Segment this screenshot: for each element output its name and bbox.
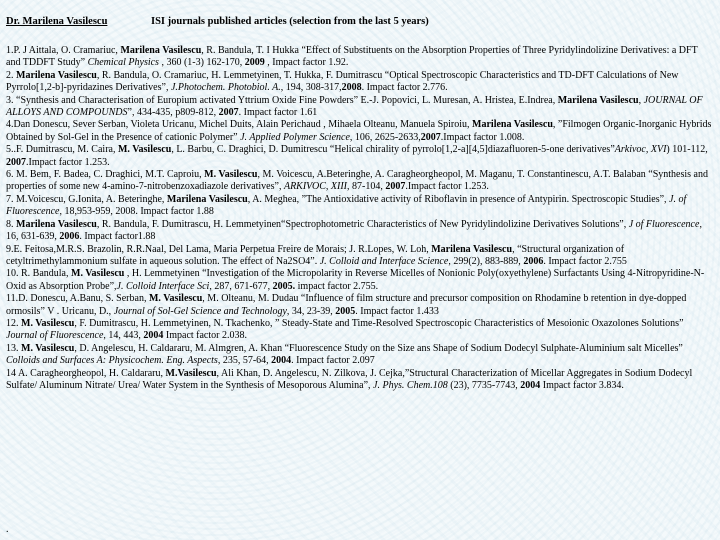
journal-name: J. Colloid and Interface Science <box>319 255 449 267</box>
entry-text: , M. Voicescu, A.Beteringhe, A. Caragheorgheopol, M. Maganu, T. Constantinescu, A.T. Balaban “Synthesis and properties of some new 4-amino-7-nitrobenzoxadiazole derivatives”, <box>6 169 708 193</box>
entry-text: , H. Lemmetyinen “Investigation of the Micropolarity in Reverse Micelles of Nonionic Poly(oxyethylene) Surfactants Using 4-Nitropyridine-N-Oxid as Absorption Probe”, <box>6 268 705 292</box>
header <box>6 15 714 29</box>
bold-text: 2007 <box>385 181 406 193</box>
entry-text: 13. <box>6 342 21 354</box>
entry-text: , 34, 23-39, <box>286 305 336 317</box>
bold-text: M. Vasilescu <box>148 293 203 305</box>
entry-text: 4.Dan Donescu, Sever Serban, Violeta Uricanu, Michel Duits, Alain Perichaud , Mihaela Olteanu, Manuela Spiroiu, <box>6 119 473 131</box>
entry-text: , 14, 443, <box>103 330 144 342</box>
entry-text: 10. R. Bandula, <box>6 268 71 280</box>
bold-text: 2004 <box>143 330 164 342</box>
publication-entry <box>6 169 714 194</box>
entry-text: 12. <box>6 317 21 329</box>
entry-text: , R. Bandula, O. Cramariuc, H. Lemmetyinen, T. Hukka, F. Dumitrascu “Optical Spectroscopic Characteristics and TD-DFT Calculations of New Pyrrolo[1,2-b]-pyridazines Derivatives”, <box>6 69 679 94</box>
entry-text: , Ali Khan, D. Angelescu, N. Zilkova, J. Cejka,”Structural Characterization of Micellar Aggregates in Sodium Dodecyl Sulfate/ Aluminum Nitrate/ Urea/ Water System in the Synthesis of Mesoporous Alumina”, <box>6 367 693 391</box>
publication-entry <box>6 293 714 318</box>
bold-text: 2006 <box>523 255 544 267</box>
entry-text: , R. Bandula, T. I Hukka “Effect of Substituents on the Absorption Properties of Three Pyridylindolizine Derivatives: a DFT and TDDFT Study” <box>6 45 698 69</box>
entry-text: , 287, 671-677, <box>209 280 273 292</box>
entry-text: , 16, 631-639, <box>6 218 702 243</box>
journal-name: Journal of Fluorescence <box>6 330 104 342</box>
entry-text: 14 A. Caragheorgheopol, H. Caldararu, <box>6 367 166 379</box>
author-name: Dr. Marilena Vasilescu <box>6 16 108 27</box>
page-title: ISI journals published articles (selection from the last 5 years) <box>151 16 429 27</box>
publication-entry <box>6 95 714 120</box>
entry-text: Impact factor 3.834. <box>540 379 624 391</box>
entry-text: . Impact factor 2.776. <box>361 82 448 94</box>
journal-name: Journal of Sol-Gel Science and Technology <box>113 305 287 317</box>
publication-entry <box>6 219 714 244</box>
bold-text: Marilena Vasilescu <box>120 45 202 56</box>
publication-entry <box>6 70 714 95</box>
publication-entry <box>6 45 714 70</box>
bold-text: 2007 <box>420 131 441 143</box>
publication-list <box>6 45 714 392</box>
bold-text: M. Vasilescu <box>117 144 172 156</box>
entry-text: , <box>638 94 644 106</box>
journal-name: Colloids and Surfaces A: Physicochem. Eng. Aspects <box>6 355 218 367</box>
journal-name: JOURNAL OF ALLOYS AND COMPOUNDS <box>6 94 703 119</box>
entry-text: impact factor 2.755. <box>295 280 379 292</box>
journal-name: J. Applied Polymer Science <box>240 131 350 143</box>
bold-text: Marilena Vasilescu <box>166 193 248 205</box>
bold-text: 2005 <box>335 305 356 317</box>
entry-text: 8. <box>6 218 16 230</box>
bold-text: Marilena Vasilescu <box>472 119 553 131</box>
entry-text: ”, 434-435, p809-812, <box>127 107 219 119</box>
publication-entry <box>6 119 714 144</box>
journal-name: J. Colloid Interface Sci <box>116 280 210 292</box>
publication-entry <box>6 368 714 393</box>
bold-text: Marilena Vasilescu <box>16 69 97 81</box>
bold-text: 2007 <box>218 107 239 119</box>
bold-text: M. Vasilescu <box>204 169 258 181</box>
entry-text: 3. “Synthesis and Characterisation of Europium activated Yttrium Oxide Fine Powders” E.-J. Popovici, L. Muresan, A. Hristea, E.Indrea, <box>6 94 558 106</box>
entry-text: 6. M. Bem, F. Badea, C. Draghici, M.T. Caproiu, <box>6 169 205 181</box>
entry-text: 2. <box>6 69 16 81</box>
entry-text: , ”Filmogen Organic-Inorganic Hybrids Obtained by Sol-Gel in the Presence of cationic Polymer” <box>6 119 712 143</box>
entry-text: . Impact factor 1.61 <box>238 107 318 119</box>
entry-text: , 360 (1-3) 162-170, <box>158 57 245 69</box>
entry-text: . Impact factor 2.755 <box>543 255 627 267</box>
entry-text: , D. Angelescu, H. Caldararu, M. Almgren, A. Khan “Fluorescence Study on the Size ans Shape of Sodium Dodecyl Sulphate-Aluminium salt Micelles” <box>74 342 683 354</box>
entry-text: , 235, 57-64, <box>217 355 272 367</box>
entry-text: , F. Dumitrascu, H. Lemmetyinen, N. Tkachenko, ” Steady-State and Time-Resolved Spectroscopic Characteristics of Mesoionic Oxazolones Solutions” <box>74 317 684 329</box>
journal-name: J. of Fluorescence <box>6 193 687 218</box>
bold-text: M. Vasilescu <box>21 317 75 329</box>
entry-text: , R. Bandula, F. Dumitrascu, H. Lemmetyinen“Spectrophotometric Characteristics of New Pyridylindolizine Derivatives Solutions”, <box>96 218 629 230</box>
entry-text: . Impact factor1.88 <box>79 231 156 243</box>
entry-text: 9.E. Feitosa,M.R.S. Brazolin, R.R.Naal, Del Lama, Maria Perpetua Freire de Morais; J. R.Lopes, W. Loh, <box>6 243 432 255</box>
entry-text: , “Structural organization of cetyltrimethylammonium sulfate in aqueous solution. The effect of Na2SO4”. <box>6 243 625 267</box>
publication-entry <box>6 194 714 219</box>
entry-text: , 106, 2625-2633, <box>349 131 421 143</box>
journal-name: J of Fluorescence <box>628 218 700 230</box>
bold-text: 2005. <box>272 280 296 292</box>
entry-text: . Impact factor 2.097 <box>291 355 375 367</box>
bold-text: 2009 <box>244 57 265 69</box>
journal-name: ARKIVOC, XIII <box>283 181 347 193</box>
publication-entry <box>6 268 714 293</box>
entry-text: , Impact factor 1.92. <box>264 57 349 69</box>
bold-text: M. Vasilescu <box>21 342 75 354</box>
entry-text: , 87-104, <box>347 181 386 193</box>
journal-name: J. Phys. Chem.108 <box>373 379 448 391</box>
bold-text: 2004 <box>520 379 541 391</box>
bold-text: Marilena Vasilescu <box>16 218 97 230</box>
bold-text: M. Vasilescu <box>71 268 125 280</box>
bold-text: 2006 <box>59 231 80 243</box>
bold-text: M.Vasilescu <box>165 367 217 379</box>
publication-entry <box>6 343 714 368</box>
entry-text: Impact factor 2.038. <box>163 330 247 342</box>
entry-text: , M. Olteanu, M. Dudau “Influence of film structure and precursor composition on Rhodamine b retention in dye-dopped ormosils” V . Uricanu, D., <box>6 293 687 317</box>
bold-text: Marilena Vasilescu <box>557 94 639 106</box>
bold-text: Marilena Vasilescu <box>431 243 513 255</box>
publication-entry <box>6 244 714 269</box>
bold-text: 2008 <box>341 82 362 94</box>
journal-name: J.Photochem. Photobiol. A. <box>170 82 281 94</box>
publication-entry <box>6 144 714 169</box>
entry-text: , A. Meghea, ”The Antioxidative activity of Riboflavin in presence of Antypirin. Spectroscopic Studies”, <box>247 193 670 205</box>
entry-text: .Impact factor 1.253. <box>26 156 110 168</box>
entry-text: 11.D. Donescu, A.Banu, S. Serban, <box>6 293 149 305</box>
entry-text: (23), 7735-7743, <box>447 379 521 391</box>
entry-text: , L. Barbu, C. Draghici, D. Dumitrescu “Helical chirality of pyrrolo[1,2-a][4,5]diazafluoren-5-one derivatives” <box>171 144 615 156</box>
journal-name: Chemical Physics <box>87 57 159 69</box>
entry-text: , 18,953-959, 2008. Impact factor 1.88 <box>59 206 214 218</box>
bold-text: 2007 <box>6 156 26 168</box>
entry-text: ) 101-112, <box>666 144 708 156</box>
bold-text: 2004 <box>271 355 292 367</box>
entry-text: , 194, 308-317, <box>280 82 342 94</box>
entry-text: 5..F. Dumitrascu, M. Caira, <box>6 144 118 156</box>
entry-text: .Impact factor 1.008. <box>440 131 525 143</box>
publication-entry <box>6 318 714 343</box>
journal-name: Arkivoc, XVI <box>614 144 667 156</box>
entry-text: 1.P. J Aittala, O. Cramariuc, <box>6 45 121 56</box>
entry-text: 7. M.Voicescu, G.Ionita, A. Beteringhe, <box>6 193 167 205</box>
entry-text: . Impact factor 1.433 <box>355 305 439 317</box>
entry-text: .Impact factor 1.253. <box>405 181 489 193</box>
entry-text: , 299(2), 883-889, <box>448 255 524 267</box>
footer-mark: . <box>6 524 9 535</box>
